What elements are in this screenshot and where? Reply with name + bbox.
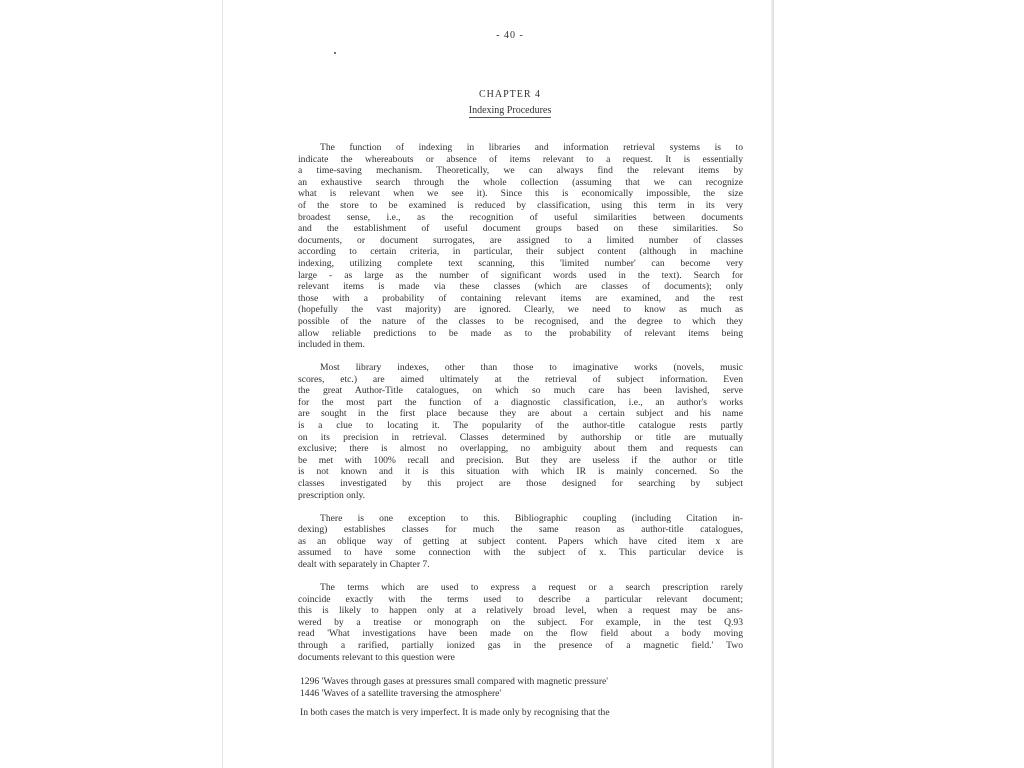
text-line: on its precision in retrieval. Classes determined by authorship or title are mutually (298, 431, 743, 443)
text-line: is not known and it is this situation with which IR is mainly concerned. So the (298, 466, 743, 478)
text-line: what is relevant when we see it). Since this is economically impossible, the size (298, 188, 743, 200)
closing-line: In both cases the match is very imperfect. It is made only by recognising that the (300, 707, 610, 718)
text-line: prescription only. (298, 489, 366, 501)
text-line: classes investigated by this project are those designed for searching by subject (298, 478, 743, 490)
text-line: as an oblique way of getting at subject content. Papers which have cited item x are (298, 535, 743, 547)
text-line: scores, etc.) are aimed ultimately at the retrieval of subject information. Even (298, 373, 743, 385)
chapter-label: CHAPTER 4 (478, 89, 542, 100)
example-documents (300, 676, 740, 699)
text-line: possible of the nature of the classes to be recognised, and the degree to which they (298, 315, 743, 327)
text-line: documents relevant to this question were (298, 651, 455, 663)
text-line: coincide exactly with the terms used to describe a particular relevant document; (298, 593, 743, 605)
text-line: an exhaustive search through the whole collection (assuming that we can recognize (298, 176, 743, 188)
text-line: relevant items is made via these classes (which are classes of documents); only (298, 281, 743, 293)
text-line: broadest sense, i.e., as the recognition of useful similarities between documents (298, 211, 743, 223)
text-line: is a clue to locating it. The popularity of the author-title catalogue rests partly (298, 420, 743, 432)
chapter-title (430, 105, 590, 116)
text-line: and the establishment of useful document groups based on these similarities. So (298, 223, 743, 235)
paragraph (298, 362, 743, 501)
paragraph (298, 142, 743, 351)
text-line: are sought in the first place because they are about a certain subject and his name (298, 408, 743, 420)
text-line: wered by a treatise or monograph on the subject. For example, in the test Q.93 (298, 616, 743, 628)
page-right-edge (771, 0, 774, 768)
text-line: dealt with separately in Chapter 7. (298, 558, 430, 570)
body-text (298, 142, 743, 675)
text-line: this is likely to happen only at a relatively broad level, when a request may be ans- (298, 605, 743, 617)
text-line: allow reliable predictions to be made as to the probability of relevant items being (298, 327, 743, 339)
text-line: of the store to be examined is reduced by classification, using this term in its very (298, 199, 743, 211)
text-line: included in them. (298, 339, 365, 351)
paragraph (298, 513, 743, 571)
text-line: read 'What investigations have been made on the flow field about a body moving (298, 628, 743, 640)
text-line: indexing, utilizing complete text scanning, this 'limited number' can become very (298, 257, 743, 269)
text-line: exclusive; there is almost no overlapping, no ambiguity about them and requests can (298, 443, 743, 455)
example-line: 1296 'Waves through gases at pressures small compared with magnetic pressure' (300, 676, 609, 687)
chapter-title-text: Indexing Procedures (468, 105, 552, 116)
text-line: There is one exception to this. Bibliographic coupling (including Citation in- (320, 512, 743, 524)
text-line: a time-saving mechanism. Theoretically, we can always find the relevant items by (298, 165, 743, 177)
paragraph (298, 582, 743, 663)
text-line: through a rarified, partially ionized gas in the presence of a magnetic field.' Two (298, 639, 743, 651)
text-line: those with a probability of containing relevant items are examined, and the rest (298, 292, 743, 304)
scan-speck (334, 52, 336, 54)
page-left-edge (222, 0, 223, 768)
text-line: according to certain criteria, in particular, their subject content (although in machine (298, 246, 743, 258)
text-line: Most library indexes, other than those to imaginative works (novels, music (320, 362, 743, 374)
text-line: assumed to have some connection with the subject of x. This particular device is (298, 547, 743, 559)
text-line: for the most part the function of a diagnostic classification, i.e., an author's works (298, 396, 743, 408)
text-line: The terms which are used to express a request or a search prescription rarely (320, 581, 743, 593)
text-line: large - as large as the number of significant words used in the text). Search for (298, 269, 743, 281)
text-line: indicate the whereabouts or absence of items relevant to a request. It is essentially (298, 153, 743, 165)
text-line: documents, or document surrogates, are assigned to a limited number of classes (298, 234, 743, 246)
text-line: the great Author-Title catalogues, on which so much care has been lavished, serve (298, 385, 743, 397)
text-line: be met with 100% recall and precision. But they are useless if the author or title (298, 454, 743, 466)
text-line: (hopefully the vast majority) are ignored. Clearly, we need to know as much as (298, 304, 743, 316)
example-line: 1446 'Waves of a satellite traversing the atmosphere' (300, 687, 502, 699)
text-line: dexing) establishes classes for much the same reason as author-title catalogues, (298, 524, 743, 536)
page-number: - 40 - (496, 30, 524, 41)
text-line: The function of indexing in libraries and information retrieval systems is to (320, 142, 743, 153)
